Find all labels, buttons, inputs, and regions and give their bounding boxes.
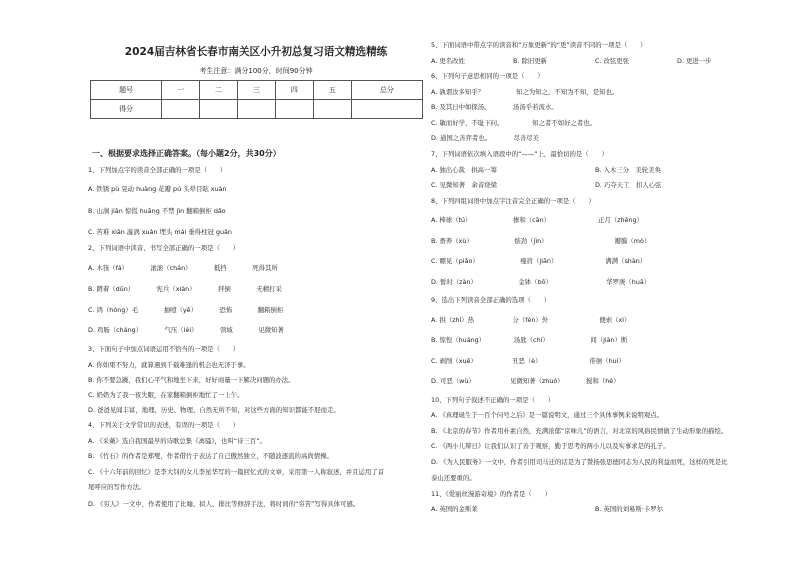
option: A. 独出心裁 拱高一筹 (431, 166, 497, 174)
exam-note: 考生注意：满分100分，时间90分钟 (199, 67, 313, 75)
question-line: 6、下列句子意思相同的一项是（ ） (431, 72, 544, 80)
question-line: D. 爸爸见闻丰富，地理、历史、物理、自然无所不知，对这些方面的知识都能不胫而走。 (88, 406, 340, 414)
score-table-score-row (91, 100, 423, 119)
question-line: 泰山还要重的。 (431, 474, 476, 482)
score-cell (238, 100, 276, 119)
score-cell: 五 (313, 81, 351, 100)
score-cell: 得分 (91, 100, 162, 119)
question-line: A. 棒球（tú） 掺和（cān） 正月（zhēng） (431, 216, 643, 224)
question-line: C. 瞟见（piǎo） 瘦肩（jiān） 满满（shàn） (431, 257, 647, 265)
option: A. 英国的金斯莱 (431, 505, 478, 513)
question-line: D. 鸡肠（cháng） 气压（léi） 领域 见微知著 (88, 326, 284, 334)
score-cell (351, 100, 422, 119)
question-line: A. 铁锈 pù 晃动 huàng 花瓣 pú 头晕目眩 xuàn (88, 185, 227, 193)
section-heading: 一、根据要求选择正确答案。（每小题2分，共30分） (92, 149, 281, 158)
question-line: 4、下列关于文学常识的表述，有误的一项是（ ） (88, 421, 240, 429)
score-cell: 二 (200, 81, 238, 100)
score-cell (275, 100, 313, 119)
question-line: D. 可恶（wù） 见微知著（zhuó） 搅和（hé） (431, 377, 620, 385)
question-line: A. 《采薇》选自我国最早的诗歌总集《离骚》，也叫“诗三百”。 (88, 437, 266, 445)
score-cell: 三 (238, 81, 276, 100)
question-line: B. 《竹石》的作者是郑燮，作者借竹子表达了自己傲然独立，不随波逐流的高尚情操。 (88, 452, 333, 460)
score-cell: 总分 (351, 81, 422, 100)
score-table-header-row (91, 81, 423, 100)
question-line: B. 及其日中如探汤。 汤汤乎若流水。 (431, 103, 558, 111)
question-line: A. 《真理诞生于一百个问号之后》是一篇说明文，通过三个具体事例来说明观点。 (431, 411, 663, 419)
question-line: B. 你不要急躁，我们心平气和地坐下来，好好商量一下解决问题的办法。 (88, 376, 295, 384)
question-line: C. 剥削（xuē） 丑恶（è） 徘徊（huí） (431, 357, 625, 365)
question-line: A. 拱（zhí）热 分（fèn）外 便索（xì） (431, 316, 631, 324)
question-line: D. 《为人民服务》一文中，作者引用司马迁的话是为了赞扬张思德同志为人民的利益而死，这样的死是比 (431, 458, 728, 466)
option: B. 除旧更新 (513, 57, 548, 65)
question-line: 8、下列四组词语中加点字注音完全正确的一项是（ ） (431, 197, 595, 205)
question-line: B. 蹲着（dūn） 宪兵（xiàn） 拌倒 无精打采 (88, 285, 282, 293)
option: D. 巧夺天工 扣人心弦 (595, 181, 662, 189)
score-cell (162, 100, 200, 119)
option: B. 英国的刘易斯·卡罗尔 (595, 505, 663, 513)
question-line: 2、下列词语中读音、书写全部正确的一项是（ ） (88, 244, 240, 252)
option: B. 入木三分 美轮美奂 (595, 166, 661, 174)
question-line: C. 苦难 xiān 漩涡 xuán 埋头 mái 垂得柱冠 guān (88, 228, 232, 236)
question-line: B. 畜养（xù） 惦劲（jìn） 瓣膜（mò） (431, 237, 651, 245)
question-line: A. 孰谓汝多知乎？ 知之为知之，不知为不知，是知也。 (431, 88, 619, 96)
question-line: C. 鸿（hóng）毛 抽噎（yē） 恐怖 翻箱倒柜 (88, 306, 284, 314)
question-line: 尾呼应的写作方法。 (88, 483, 146, 491)
question-line: B. 山涧 jiān 惊慌 huāng 不禁 jìn 翻箱倒柜 dǎo (88, 207, 226, 215)
score-cell (200, 100, 238, 119)
question-line: A. 木筏（fá） 滚滚（chán） 抵挡 死得其所 (88, 264, 278, 272)
score-cell: 一 (162, 81, 200, 100)
question-line: A. 你如果不努力，就算遇到千载难逢的机会也无济于事。 (88, 361, 250, 369)
score-cell: 题号 (91, 81, 162, 100)
question-line: D. 暂时（zàn） 金钵（bō） 华罗庚（huā） (431, 278, 651, 286)
question-line: C. 奶奶为了我一夜失眠，在家翻箱倒柜地忙了一上午。 (88, 391, 244, 399)
question-line: B. 惊惶（huáng） 汤匙（chí） 间（jiàn）断 (431, 336, 628, 344)
question-line: 9、选出下列读音全部正确的选项（ ） (431, 296, 551, 304)
question-line: C. 《十六年前的回忆》是李大钊的女儿李星华写的一篇回忆式的文章，采用第一人称叙述，并且运用了首 (88, 468, 385, 476)
document-title: 2024届吉林省长春市南关区小升初总复习语文精选精练 (124, 46, 388, 58)
question-line: 3、下面句子中加点词语运用不恰当的一项是（ ） (88, 345, 240, 353)
question-line: C. 《两小儿辩日》让我们认识了善于观察，勤于思考的两小儿以及实事求是的孔子。 (431, 442, 670, 450)
score-table (90, 80, 423, 119)
question-line: D. 通国之善弈者也。 尽善尽美 (431, 134, 540, 142)
question-line: 10、下列句子叙述不正确的一项是（ ） (431, 396, 555, 404)
option: C. 改弦更张 (595, 57, 630, 65)
question-line: D. 《穷人》一文中，作者使用了比喻、拟人、排比等修辞手法，将时间的“穷苦”写得具体可感。 (88, 500, 360, 508)
question-line: B. 《北京的春节》作者用朴素自然，充满浓郁“京味儿”的语言，对北京的风俗民情做了生动形象的描绘。 (431, 427, 728, 435)
question-line: C. 敏而好学，不耻下问。 知之者不如好之者也。 (431, 119, 597, 127)
option: C. 见微知著 余音绕梁 (431, 181, 498, 189)
score-cell (313, 100, 351, 119)
option: D. 更进一步 (677, 57, 712, 65)
question-line: 1、下列加点字的读音全部正确的一项是（ ） (88, 166, 227, 174)
question-line: 11、《爱丽丝漫游奇境》的作者是（ ） (431, 490, 551, 498)
score-cell: 四 (275, 81, 313, 100)
question-line: 5、下面词语中带点字的读音和“万象更新”的“更”读音不同的一项是（ ） (431, 41, 647, 49)
question-line: 7、下列词语依次填入语段中的“——”上，最恰切的是（ ） (431, 150, 608, 158)
option: A. 更名改姓 (431, 57, 465, 65)
